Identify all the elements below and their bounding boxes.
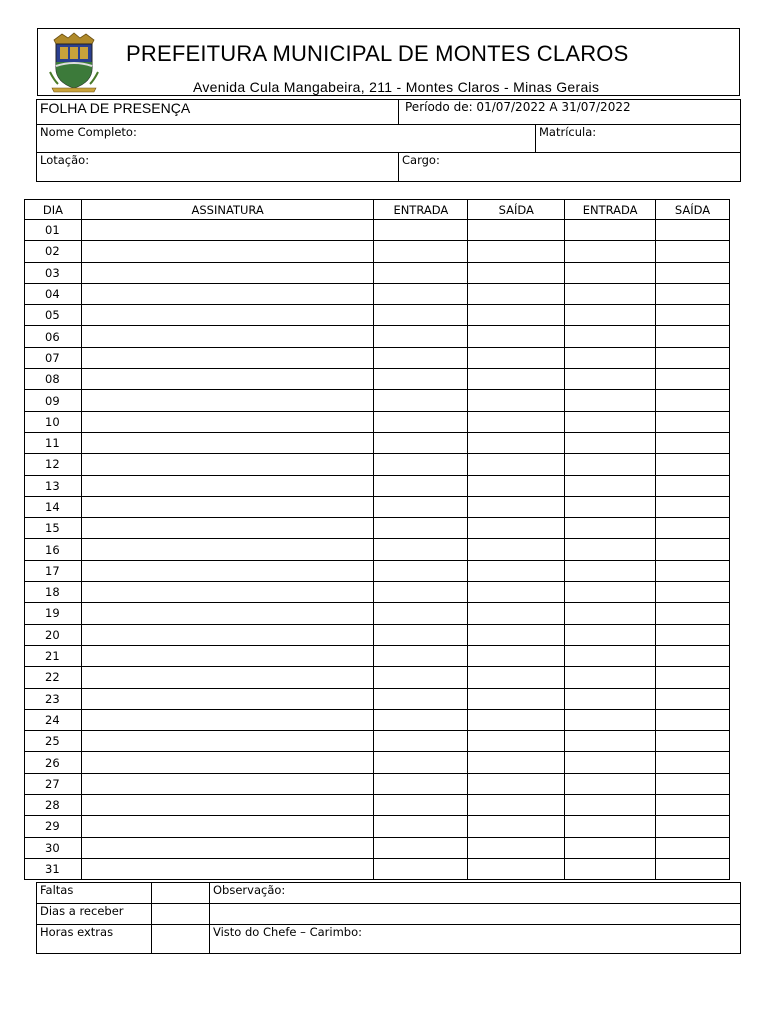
exit-2-cell[interactable] bbox=[656, 220, 730, 241]
day-cell: 18 bbox=[25, 582, 82, 603]
entry-1-cell[interactable] bbox=[374, 369, 468, 390]
attendance-table bbox=[24, 199, 730, 880]
day-cell: 26 bbox=[25, 752, 82, 773]
entry-1-cell[interactable] bbox=[374, 262, 468, 283]
table-row bbox=[25, 475, 730, 496]
signature-cell[interactable] bbox=[81, 688, 373, 709]
exit-1-cell[interactable] bbox=[468, 518, 565, 539]
day-cell: 07 bbox=[25, 347, 82, 368]
exit-1-cell[interactable] bbox=[468, 752, 565, 773]
signature-cell[interactable] bbox=[81, 816, 373, 837]
table-row bbox=[25, 411, 730, 432]
days-to-receive-label: Dias a receber bbox=[37, 904, 152, 925]
exit-2-cell[interactable] bbox=[656, 752, 730, 773]
entry-2-cell[interactable] bbox=[565, 837, 656, 858]
signature-cell[interactable] bbox=[81, 326, 373, 347]
table-row bbox=[25, 624, 730, 645]
signature-cell[interactable] bbox=[81, 603, 373, 624]
table-row bbox=[25, 688, 730, 709]
table-row bbox=[25, 539, 730, 560]
signature-cell[interactable] bbox=[81, 539, 373, 560]
signature-cell[interactable] bbox=[81, 645, 373, 666]
exit-1-cell[interactable] bbox=[468, 220, 565, 241]
exit-1-cell[interactable] bbox=[468, 773, 565, 794]
entry-1-cell[interactable] bbox=[374, 667, 468, 688]
footer-table bbox=[36, 882, 741, 954]
entry-1-cell[interactable] bbox=[374, 582, 468, 603]
exit-2-cell[interactable] bbox=[656, 326, 730, 347]
period: Período de: 01/07/2022 A 31/07/2022 bbox=[399, 100, 741, 125]
entry-1-cell[interactable] bbox=[374, 518, 468, 539]
entry-2-cell[interactable] bbox=[565, 688, 656, 709]
page-title: PREFEITURA MUNICIPAL DE MONTES CLAROS bbox=[126, 41, 629, 66]
exit-2-cell[interactable] bbox=[656, 816, 730, 837]
exit-1-cell[interactable] bbox=[468, 624, 565, 645]
day-cell: 17 bbox=[25, 560, 82, 581]
entry-1-cell[interactable] bbox=[374, 837, 468, 858]
exit-2-cell[interactable] bbox=[656, 582, 730, 603]
signature-cell[interactable] bbox=[81, 390, 373, 411]
day-cell: 24 bbox=[25, 709, 82, 730]
entry-2-cell[interactable] bbox=[565, 582, 656, 603]
header-signature: ASSINATURA bbox=[81, 200, 373, 220]
exit-1-cell[interactable] bbox=[468, 837, 565, 858]
entry-1-cell[interactable] bbox=[374, 858, 468, 879]
exit-2-cell[interactable] bbox=[656, 858, 730, 879]
exit-1-cell[interactable] bbox=[468, 326, 565, 347]
day-cell: 21 bbox=[25, 645, 82, 666]
exit-1-cell[interactable] bbox=[468, 858, 565, 879]
entry-2-cell[interactable] bbox=[565, 603, 656, 624]
entry-2-cell[interactable] bbox=[565, 390, 656, 411]
day-cell: 08 bbox=[25, 369, 82, 390]
entry-1-cell[interactable] bbox=[374, 220, 468, 241]
entry-2-cell[interactable] bbox=[565, 709, 656, 730]
day-cell: 30 bbox=[25, 837, 82, 858]
entry-1-cell[interactable] bbox=[374, 305, 468, 326]
entry-2-cell[interactable] bbox=[565, 752, 656, 773]
signature-cell[interactable] bbox=[81, 241, 373, 262]
table-row bbox=[25, 667, 730, 688]
entry-1-cell[interactable] bbox=[374, 795, 468, 816]
exit-1-cell[interactable] bbox=[468, 816, 565, 837]
signature-cell[interactable] bbox=[81, 518, 373, 539]
entry-2-cell[interactable] bbox=[565, 496, 656, 517]
day-cell: 31 bbox=[25, 858, 82, 879]
signature-cell[interactable] bbox=[81, 305, 373, 326]
table-row bbox=[25, 752, 730, 773]
day-cell: 01 bbox=[25, 220, 82, 241]
day-cell: 11 bbox=[25, 432, 82, 453]
day-cell: 02 bbox=[25, 241, 82, 262]
signature-cell[interactable] bbox=[81, 475, 373, 496]
table-row bbox=[25, 603, 730, 624]
exit-1-cell[interactable] bbox=[468, 731, 565, 752]
table-row bbox=[25, 731, 730, 752]
table-row bbox=[25, 283, 730, 304]
entry-1-cell[interactable] bbox=[374, 432, 468, 453]
day-cell: 13 bbox=[25, 475, 82, 496]
table-row bbox=[25, 305, 730, 326]
exit-1-cell[interactable] bbox=[468, 795, 565, 816]
table-row bbox=[25, 241, 730, 262]
day-cell: 27 bbox=[25, 773, 82, 794]
exit-1-cell[interactable] bbox=[468, 262, 565, 283]
exit-2-cell[interactable] bbox=[656, 667, 730, 688]
day-cell: 16 bbox=[25, 539, 82, 560]
exit-2-cell[interactable] bbox=[656, 454, 730, 475]
table-row bbox=[25, 454, 730, 475]
info-table bbox=[36, 99, 741, 182]
entry-1-cell[interactable] bbox=[374, 241, 468, 262]
signature-cell[interactable] bbox=[81, 773, 373, 794]
signature-cell[interactable] bbox=[81, 667, 373, 688]
entry-1-cell[interactable] bbox=[374, 539, 468, 560]
exit-2-cell[interactable] bbox=[656, 603, 730, 624]
day-cell: 28 bbox=[25, 795, 82, 816]
signature-cell[interactable] bbox=[81, 582, 373, 603]
signature-cell[interactable] bbox=[81, 624, 373, 645]
exit-2-cell[interactable] bbox=[656, 795, 730, 816]
exit-1-cell[interactable] bbox=[468, 539, 565, 560]
exit-2-cell[interactable] bbox=[656, 347, 730, 368]
entry-2-cell[interactable] bbox=[565, 326, 656, 347]
table-row bbox=[25, 369, 730, 390]
entry-2-cell[interactable] bbox=[565, 220, 656, 241]
exit-1-cell[interactable] bbox=[468, 369, 565, 390]
entry-2-cell[interactable] bbox=[565, 262, 656, 283]
day-cell: 14 bbox=[25, 496, 82, 517]
entry-2-cell[interactable] bbox=[565, 773, 656, 794]
table-row bbox=[25, 326, 730, 347]
entry-1-cell[interactable] bbox=[374, 283, 468, 304]
signature-cell[interactable] bbox=[81, 411, 373, 432]
header-entry-2: ENTRADA bbox=[565, 200, 656, 220]
exit-2-cell[interactable] bbox=[656, 645, 730, 666]
entry-1-cell[interactable] bbox=[374, 411, 468, 432]
exit-2-cell[interactable] bbox=[656, 560, 730, 581]
exit-1-cell[interactable] bbox=[468, 305, 565, 326]
table-row bbox=[25, 560, 730, 581]
header-exit-2: SAÍDA bbox=[656, 200, 730, 220]
signature-cell[interactable] bbox=[81, 731, 373, 752]
day-cell: 22 bbox=[25, 667, 82, 688]
table-row bbox=[25, 795, 730, 816]
entry-2-cell[interactable] bbox=[565, 539, 656, 560]
exit-2-cell[interactable] bbox=[656, 496, 730, 517]
exit-2-cell[interactable] bbox=[656, 369, 730, 390]
exit-1-cell[interactable] bbox=[468, 411, 565, 432]
table-row bbox=[25, 262, 730, 283]
day-cell: 09 bbox=[25, 390, 82, 411]
signature-cell[interactable] bbox=[81, 560, 373, 581]
day-cell: 04 bbox=[25, 283, 82, 304]
header-box bbox=[37, 28, 740, 96]
day-cell: 23 bbox=[25, 688, 82, 709]
chief-stamp-field[interactable]: Visto do Chefe – Carimbo: bbox=[210, 925, 741, 954]
day-cell: 20 bbox=[25, 624, 82, 645]
days-to-receive-value[interactable] bbox=[152, 904, 210, 925]
entry-1-cell[interactable] bbox=[374, 347, 468, 368]
entry-2-cell[interactable] bbox=[565, 347, 656, 368]
table-row bbox=[25, 496, 730, 517]
table-row bbox=[25, 390, 730, 411]
day-cell: 29 bbox=[25, 816, 82, 837]
signature-cell[interactable] bbox=[81, 858, 373, 879]
absences-label: Faltas bbox=[37, 883, 152, 904]
day-cell: 06 bbox=[25, 326, 82, 347]
entry-2-cell[interactable] bbox=[565, 283, 656, 304]
day-cell: 19 bbox=[25, 603, 82, 624]
exit-1-cell[interactable] bbox=[468, 496, 565, 517]
exit-2-cell[interactable] bbox=[656, 837, 730, 858]
signature-cell[interactable] bbox=[81, 220, 373, 241]
day-cell: 05 bbox=[25, 305, 82, 326]
exit-1-cell[interactable] bbox=[468, 475, 565, 496]
entry-2-cell[interactable] bbox=[565, 560, 656, 581]
exit-2-cell[interactable] bbox=[656, 432, 730, 453]
header-exit-1: SAÍDA bbox=[468, 200, 565, 220]
coat-of-arms-icon bbox=[48, 32, 100, 94]
exit-2-cell[interactable] bbox=[656, 731, 730, 752]
exit-1-cell[interactable] bbox=[468, 454, 565, 475]
signature-cell[interactable] bbox=[81, 283, 373, 304]
entry-1-cell[interactable] bbox=[374, 454, 468, 475]
entry-2-cell[interactable] bbox=[565, 432, 656, 453]
exit-1-cell[interactable] bbox=[468, 667, 565, 688]
signature-cell[interactable] bbox=[81, 347, 373, 368]
exit-2-cell[interactable] bbox=[656, 709, 730, 730]
day-cell: 25 bbox=[25, 731, 82, 752]
entry-2-cell[interactable] bbox=[565, 475, 656, 496]
table-row bbox=[25, 816, 730, 837]
entry-2-cell[interactable] bbox=[565, 795, 656, 816]
entry-1-cell[interactable] bbox=[374, 624, 468, 645]
entry-1-cell[interactable] bbox=[374, 390, 468, 411]
signature-cell[interactable] bbox=[81, 795, 373, 816]
entry-1-cell[interactable] bbox=[374, 816, 468, 837]
entry-1-cell[interactable] bbox=[374, 603, 468, 624]
exit-1-cell[interactable] bbox=[468, 432, 565, 453]
full-name-field[interactable]: Nome Completo: bbox=[37, 125, 536, 153]
observation-continued[interactable] bbox=[210, 904, 741, 925]
entry-1-cell[interactable] bbox=[374, 709, 468, 730]
absences-value[interactable] bbox=[152, 883, 210, 904]
table-row bbox=[25, 432, 730, 453]
registration-field[interactable]: Matrícula: bbox=[536, 125, 741, 153]
overtime-label: Horas extras bbox=[37, 925, 152, 954]
exit-2-cell[interactable] bbox=[656, 688, 730, 709]
exit-1-cell[interactable] bbox=[468, 645, 565, 666]
entry-1-cell[interactable] bbox=[374, 496, 468, 517]
entry-2-cell[interactable] bbox=[565, 411, 656, 432]
posting-field[interactable]: Lotação: bbox=[37, 153, 399, 182]
table-row bbox=[25, 347, 730, 368]
table-row bbox=[25, 582, 730, 603]
exit-1-cell[interactable] bbox=[468, 709, 565, 730]
exit-2-cell[interactable] bbox=[656, 262, 730, 283]
entry-2-cell[interactable] bbox=[565, 645, 656, 666]
exit-2-cell[interactable] bbox=[656, 518, 730, 539]
exit-1-cell[interactable] bbox=[468, 390, 565, 411]
entry-2-cell[interactable] bbox=[565, 858, 656, 879]
entry-2-cell[interactable] bbox=[565, 624, 656, 645]
signature-cell[interactable] bbox=[81, 432, 373, 453]
table-row bbox=[25, 220, 730, 241]
table-row bbox=[25, 645, 730, 666]
entry-1-cell[interactable] bbox=[374, 326, 468, 347]
signature-cell[interactable] bbox=[81, 709, 373, 730]
exit-2-cell[interactable] bbox=[656, 624, 730, 645]
exit-2-cell[interactable] bbox=[656, 241, 730, 262]
entry-1-cell[interactable] bbox=[374, 752, 468, 773]
entry-1-cell[interactable] bbox=[374, 688, 468, 709]
day-cell: 03 bbox=[25, 262, 82, 283]
exit-2-cell[interactable] bbox=[656, 773, 730, 794]
exit-2-cell[interactable] bbox=[656, 390, 730, 411]
day-cell: 15 bbox=[25, 518, 82, 539]
entry-2-cell[interactable] bbox=[565, 731, 656, 752]
exit-1-cell[interactable] bbox=[468, 603, 565, 624]
entry-1-cell[interactable] bbox=[374, 773, 468, 794]
exit-1-cell[interactable] bbox=[468, 560, 565, 581]
signature-cell[interactable] bbox=[81, 496, 373, 517]
exit-1-cell[interactable] bbox=[468, 688, 565, 709]
signature-cell[interactable] bbox=[81, 262, 373, 283]
exit-1-cell[interactable] bbox=[468, 283, 565, 304]
position-field[interactable]: Cargo: bbox=[399, 153, 741, 182]
signature-cell[interactable] bbox=[81, 454, 373, 475]
signature-cell[interactable] bbox=[81, 369, 373, 390]
header-day: DIA bbox=[25, 200, 82, 220]
exit-1-cell[interactable] bbox=[468, 582, 565, 603]
observation-field[interactable]: Observação: bbox=[210, 883, 741, 904]
header-entry-1: ENTRADA bbox=[374, 200, 468, 220]
entry-1-cell[interactable] bbox=[374, 475, 468, 496]
table-row bbox=[25, 518, 730, 539]
exit-1-cell[interactable] bbox=[468, 241, 565, 262]
sheet-title: FOLHA DE PRESENÇA bbox=[37, 100, 399, 125]
exit-2-cell[interactable] bbox=[656, 305, 730, 326]
entry-1-cell[interactable] bbox=[374, 560, 468, 581]
table-row bbox=[25, 709, 730, 730]
entry-1-cell[interactable] bbox=[374, 645, 468, 666]
address: Avenida Cula Mangabeira, 211 - Montes Claros - Minas Gerais bbox=[193, 79, 600, 95]
table-row bbox=[25, 858, 730, 879]
table-row bbox=[25, 837, 730, 858]
signature-cell[interactable] bbox=[81, 752, 373, 773]
entry-2-cell[interactable] bbox=[565, 305, 656, 326]
entry-2-cell[interactable] bbox=[565, 816, 656, 837]
day-cell: 10 bbox=[25, 411, 82, 432]
exit-2-cell[interactable] bbox=[656, 475, 730, 496]
entry-2-cell[interactable] bbox=[565, 518, 656, 539]
entry-1-cell[interactable] bbox=[374, 731, 468, 752]
day-cell: 12 bbox=[25, 454, 82, 475]
exit-2-cell[interactable] bbox=[656, 283, 730, 304]
entry-2-cell[interactable] bbox=[565, 667, 656, 688]
exit-1-cell[interactable] bbox=[468, 347, 565, 368]
entry-2-cell[interactable] bbox=[565, 369, 656, 390]
table-row bbox=[25, 773, 730, 794]
exit-2-cell[interactable] bbox=[656, 539, 730, 560]
entry-2-cell[interactable] bbox=[565, 454, 656, 475]
overtime-value[interactable] bbox=[152, 925, 210, 954]
signature-cell[interactable] bbox=[81, 837, 373, 858]
entry-2-cell[interactable] bbox=[565, 241, 656, 262]
exit-2-cell[interactable] bbox=[656, 411, 730, 432]
